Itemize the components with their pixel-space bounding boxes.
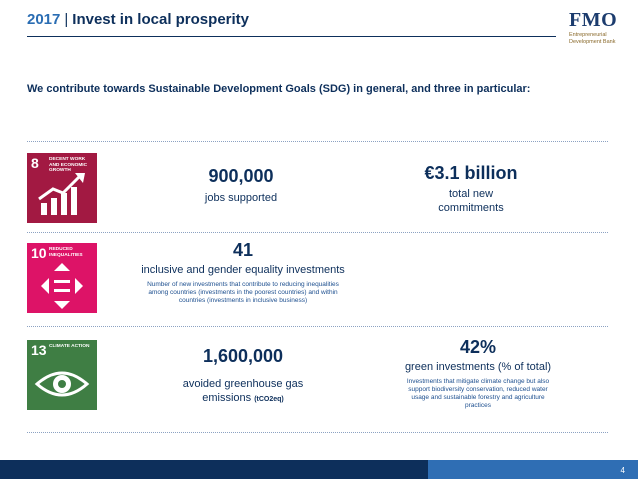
divider-dotted	[27, 326, 608, 327]
subtitle: We contribute towards Sustainable Development Goals (SDG) in general, and three in particular:	[27, 83, 531, 95]
metric-label: emissions	[202, 392, 252, 404]
metric-value: 42%	[459, 337, 497, 357]
metric-jobs	[205, 166, 277, 205]
sdg-label: REDUCED INEQUALITIES	[49, 247, 83, 258]
page-title	[27, 11, 249, 28]
metric-note: among countries (investments in the poorest countries) and within	[148, 289, 338, 296]
footer-accent	[428, 460, 638, 479]
title-year: 2017	[27, 11, 61, 28]
sdg-13-tile	[27, 340, 97, 410]
logo-tagline: Entrepreneurial Development Bank	[569, 32, 616, 45]
equality-icon	[27, 243, 97, 313]
metric-commitments	[424, 163, 517, 215]
title-separator: |	[64, 11, 69, 28]
metric-label: avoided greenhouse gas	[182, 378, 304, 390]
metric-ghg	[183, 346, 303, 407]
metric-note: practices	[464, 402, 491, 409]
sdg-number: 10	[31, 245, 47, 261]
metric-green	[405, 337, 551, 410]
metric-unit: (tCO2eq)	[254, 396, 284, 403]
metric-value: €3.1 billion	[424, 163, 518, 183]
eye-globe-icon	[27, 340, 97, 410]
sdg-8-tile	[27, 153, 97, 223]
metric-label: commitments	[438, 202, 504, 214]
metric-label: total new	[448, 188, 494, 200]
footer-bar	[0, 460, 638, 479]
metric-value: 41	[232, 240, 254, 260]
title-text: Invest in local prosperity	[72, 11, 249, 28]
metric-note: support biodiversity conservation, reduced water	[408, 386, 548, 393]
metric-inclusive	[141, 240, 345, 305]
metric-note: usage and sustainable forestry and agriculture	[411, 394, 545, 401]
metric-value: 1,600,000	[202, 346, 284, 366]
fmo-logo	[569, 10, 629, 45]
sdg-label: DECENT WORK AND ECONOMIC GROWTH	[49, 157, 88, 174]
metric-label: jobs supported	[204, 192, 278, 204]
growth-chart-icon	[27, 153, 97, 223]
title-rule	[27, 36, 556, 37]
sdg-number: 13	[31, 342, 47, 358]
sdg-number: 8	[31, 155, 39, 171]
metric-label: green investments (% of total)	[404, 361, 552, 373]
divider-dotted	[27, 141, 608, 142]
page-number: 4	[620, 466, 625, 475]
divider-dotted	[27, 432, 608, 433]
metric-note: countries (investments in inclusive business)	[178, 297, 308, 304]
logo-mark: FMO	[569, 9, 618, 31]
metric-note: Investments that mitigate climate change but also	[406, 378, 550, 385]
metric-value: 900,000	[208, 166, 274, 186]
sdg-10-tile	[27, 243, 97, 313]
divider-dotted	[27, 232, 608, 233]
metric-note: Number of new investments that contribute to reducing inequalities	[147, 281, 339, 288]
sdg-label: CLIMATE ACTION	[49, 344, 90, 349]
metric-label: inclusive and gender equality investments	[141, 264, 345, 276]
